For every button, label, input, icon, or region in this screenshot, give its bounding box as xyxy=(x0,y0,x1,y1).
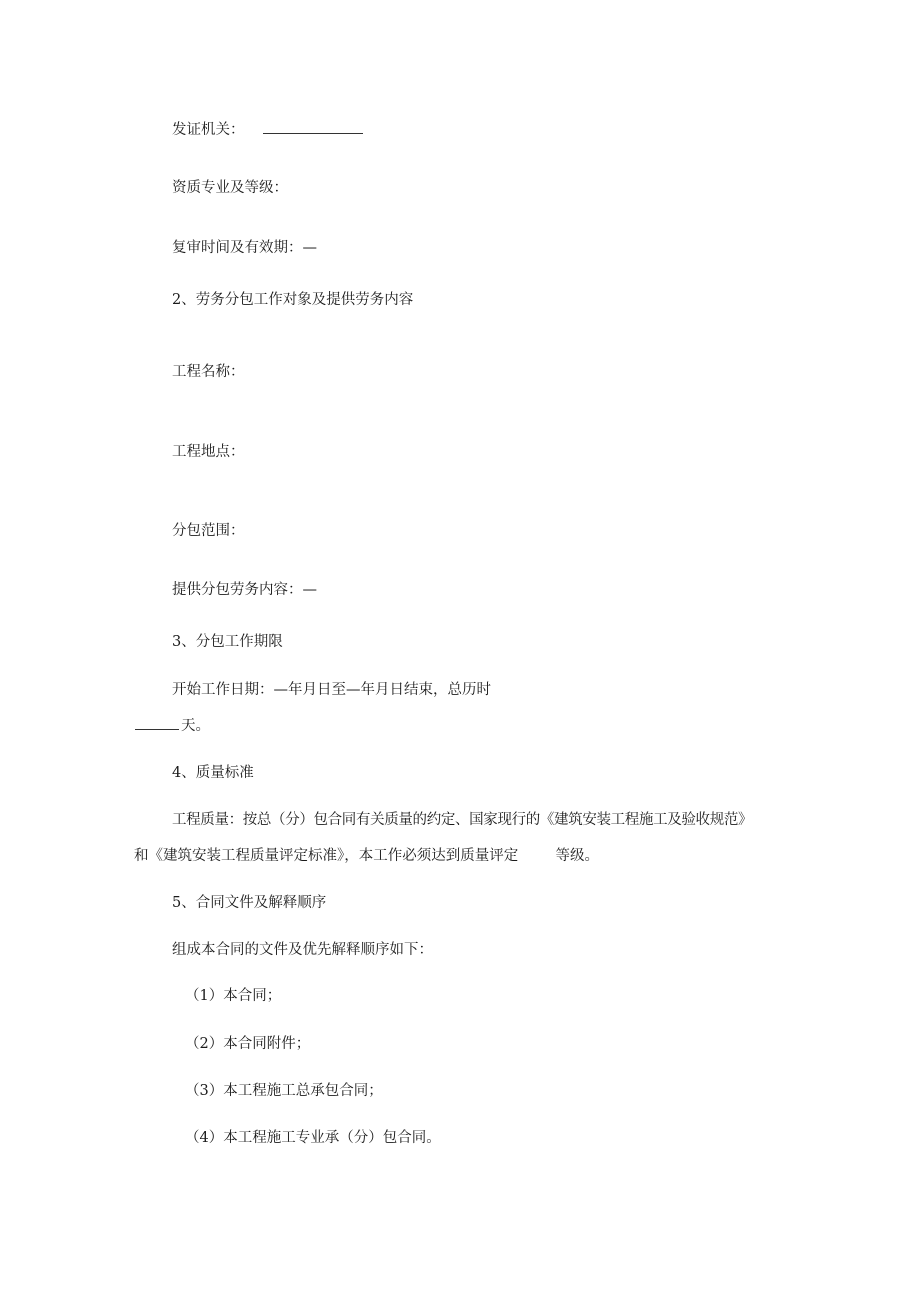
project-location-label: 工程地点： xyxy=(172,444,245,460)
start-date-text: 开始工作日期：—年月日至—年月日结束，总历时 xyxy=(172,682,491,698)
quality-paragraph-line-2 xyxy=(134,846,599,866)
section-4-title: 4、质量标准 xyxy=(172,765,254,781)
quality-grade-suffix: 等级。 xyxy=(555,848,599,864)
doc-item-3: （3）本工程施工总承包合同； xyxy=(185,1083,383,1099)
doc-item-1: （1）本合同； xyxy=(185,988,282,1004)
doc-item-4: （4）本工程施工专业承（分）包合同。 xyxy=(185,1130,441,1146)
duration-line xyxy=(135,716,210,736)
quality-paragraph-line-1: 工程质量：按总（分）包合同有关质量的约定、国家现行的《建筑安装工程施工及验收规范》 xyxy=(172,812,753,828)
quality-line-2-text: 和《建筑安装工程质量评定标准》，本工作必须达到质量评定 xyxy=(134,848,519,864)
section-5-title: 5、合同文件及解释顺序 xyxy=(172,895,327,911)
doc-item-2: （2）本合同附件； xyxy=(185,1036,311,1052)
section-3-title: 3、分包工作期限 xyxy=(172,634,283,650)
issuing-authority-blank xyxy=(263,133,363,134)
issuing-authority-label: 发证机关： xyxy=(172,122,245,138)
scope-label: 分包范围： xyxy=(172,523,245,539)
days-suffix: 天。 xyxy=(181,718,210,734)
qualification-label: 资质专业及等级： xyxy=(172,180,288,196)
duration-days-blank xyxy=(135,729,179,730)
section-2-title: 2、劳务分包工作对象及提供劳务内容 xyxy=(172,292,414,308)
project-name-label: 工程名称： xyxy=(172,364,245,380)
issuing-authority-line xyxy=(172,120,363,140)
review-period-label: 复审时间及有效期：— xyxy=(172,240,317,256)
service-content-label: 提供分包劳务内容：— xyxy=(172,582,317,598)
docs-intro: 组成本合同的文件及优先解释顺序如下： xyxy=(172,942,433,958)
